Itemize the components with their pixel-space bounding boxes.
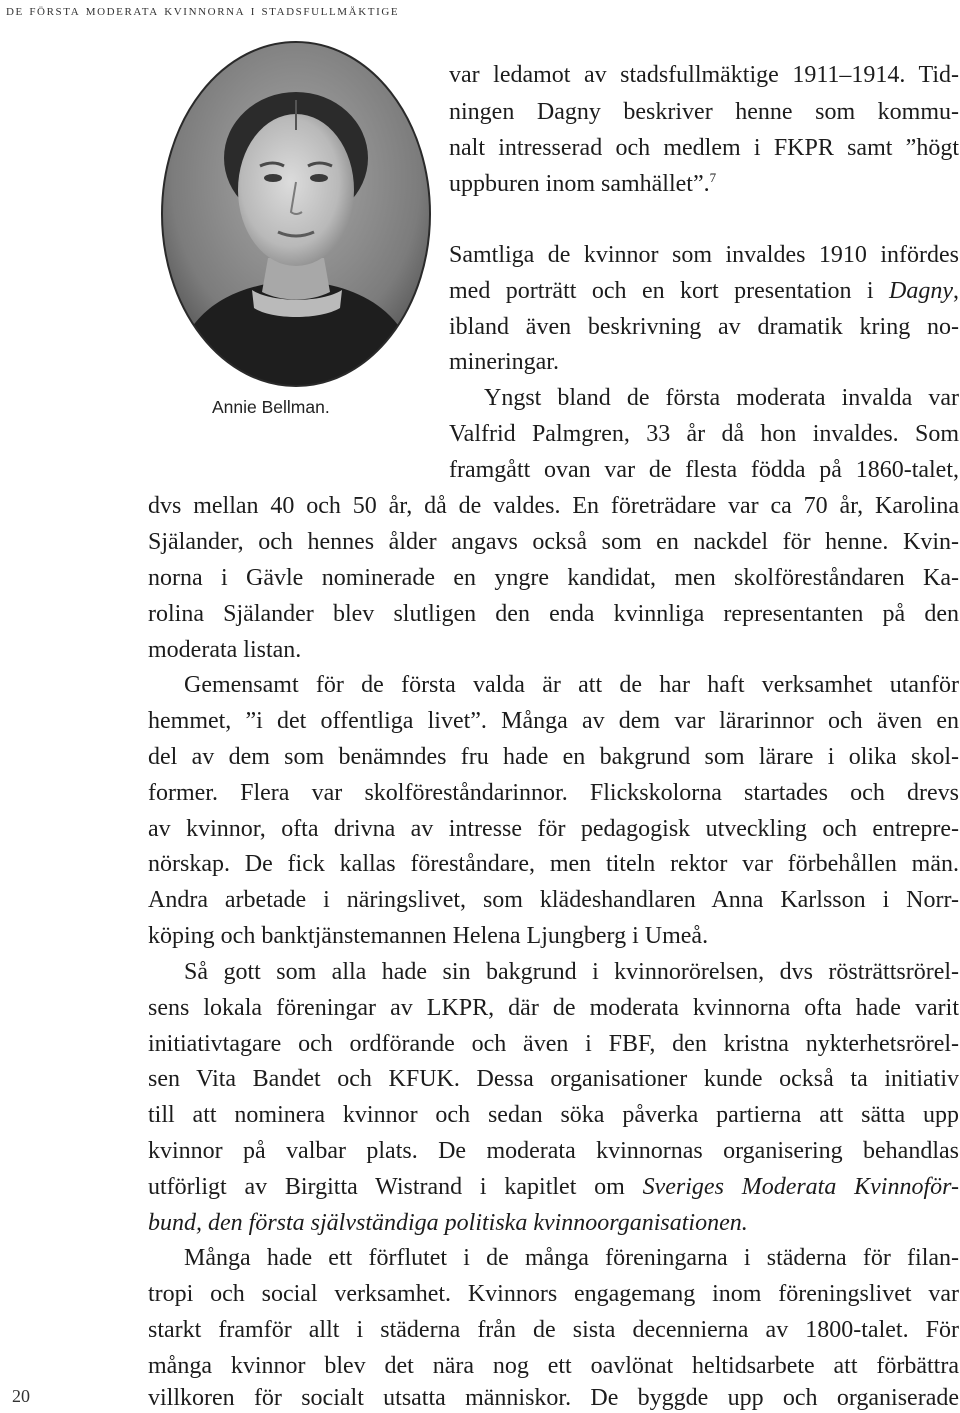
text-line: sens lokala föreningar av LKPR, där de moderata kvinnorna ofta hade varit — [148, 995, 959, 1021]
italic-title: Sveriges Moderata Kvinnoför- — [642, 1174, 959, 1200]
text-line: många kvinnor blev det nära nog ett oavlönat heltidsarbete att förbättra — [148, 1353, 959, 1379]
footnote-marker: 7 — [709, 170, 717, 185]
text-line: till att nominera kvinnor och sedan söka påverka partierna att sätta upp — [148, 1102, 959, 1128]
text-line: Yngst bland de första moderata invalda var — [484, 385, 959, 411]
text-span: med porträtt och en kort presentation i — [449, 278, 890, 304]
text-line: moderata listan. — [148, 637, 302, 663]
text-line — [449, 169, 959, 199]
text-line: Andra arbetade i näringslivet, som klädeshandlaren Anna Karlsson i Norr- — [148, 887, 959, 913]
text-line: Själander, och hennes ålder angavs också som en nackdel för henne. Kvin- — [148, 529, 959, 555]
text-line: nalt intresserad och medlem i FKPR samt ”högt — [449, 135, 959, 161]
text-line: del av dem som benämndes fru hade en bakgrund som lärare i olika skol- — [148, 744, 959, 770]
text-line: ibland även beskrivning av dramatik kring no- — [449, 314, 959, 340]
text-line — [449, 276, 959, 306]
italic-title: bund, den första självständiga politiska kvinnoorganisationen. — [148, 1210, 748, 1236]
text-line: villkoren för socialt utsatta människor. De byggde upp och organiserade — [148, 1385, 959, 1411]
text-line: Många hade ett förflutet i de många föreningarna i städerna för filan- — [184, 1245, 959, 1271]
text-line: Gemensamt för de första valda är att de har haft verksamhet utanför — [184, 672, 959, 698]
text-line — [148, 1208, 959, 1238]
text-line: nörskap. De fick kallas föreståndare, men titeln rektor var förbehållen män. — [148, 851, 959, 877]
text-span: uppburen inom samhället”. — [449, 171, 710, 197]
portrait-caption: Annie Bellman. — [212, 397, 330, 417]
text-line: köping och banktjänstemannen Helena Ljungberg i Umeå. — [148, 923, 709, 949]
text-line — [148, 1172, 959, 1202]
text-line: mineringar. — [449, 349, 559, 375]
text-line: Samtliga de kvinnor som invaldes 1910 infördes — [449, 242, 959, 268]
page-number: 20 — [12, 1386, 30, 1406]
text-line: ningen Dagny beskriver henne som kommu- — [449, 99, 959, 125]
running-head: de första moderata kvinnorna i stadsfullmäktige — [6, 2, 400, 19]
text-line: sen Vita Bandet och KFUK. Dessa organisationer kunde också ta initiativ — [148, 1066, 959, 1092]
text-line: dvs mellan 40 och 50 år, då de valdes. En företrädare var ca 70 år, Karolina — [148, 493, 959, 519]
text-line: rolina Själander blev slutligen den enda kvinnliga representanten på den — [148, 601, 959, 627]
text-line: av kvinnor, ofta drivna av intresse för pedagogisk utveckling och entrepre- — [148, 816, 959, 842]
text-line: norna i Gävle nominerade en yngre kandidat, men skolföreståndaren Ka- — [148, 565, 959, 591]
text-line: hemmet, ”i det offentliga livet”. Många av dem var lärarinnor och även en — [148, 708, 959, 734]
text-span: utförligt av Birgitta Wistrand i kapitlet om — [148, 1174, 643, 1200]
text-line: tropi och social verksamhet. Kvinnors engagemang inom föreningslivet var — [148, 1281, 959, 1307]
text-line: Så gott som alla hade sin bakgrund i kvinnorörelsen, dvs rösträttsrörel- — [184, 959, 959, 985]
text-line: former. Flera var skolföreståndarinnor. Flickskolorna startades och drevs — [148, 780, 959, 806]
text-line: var ledamot av stadsfullmäktige 1911–1914. Tid- — [449, 62, 959, 88]
text-line: kvinnor på valbar plats. De moderata kvinnornas organisering behandlas — [148, 1138, 959, 1164]
italic-title: Dagny — [889, 278, 953, 304]
text-line: Valfrid Palmgren, 33 år då hon invaldes. Som — [449, 421, 959, 447]
text-span: , — [953, 278, 959, 304]
text-line: initiativtagare och ordförande och även i FBF, den kristna nykterhetsrörel- — [148, 1031, 959, 1057]
text-line: starkt framför allt i städerna från de sista decennierna av 1800-talet. För — [148, 1317, 959, 1343]
text-line: framgått ovan var de flesta födda på 1860-talet, — [449, 457, 959, 483]
portrait-photo — [160, 40, 432, 388]
